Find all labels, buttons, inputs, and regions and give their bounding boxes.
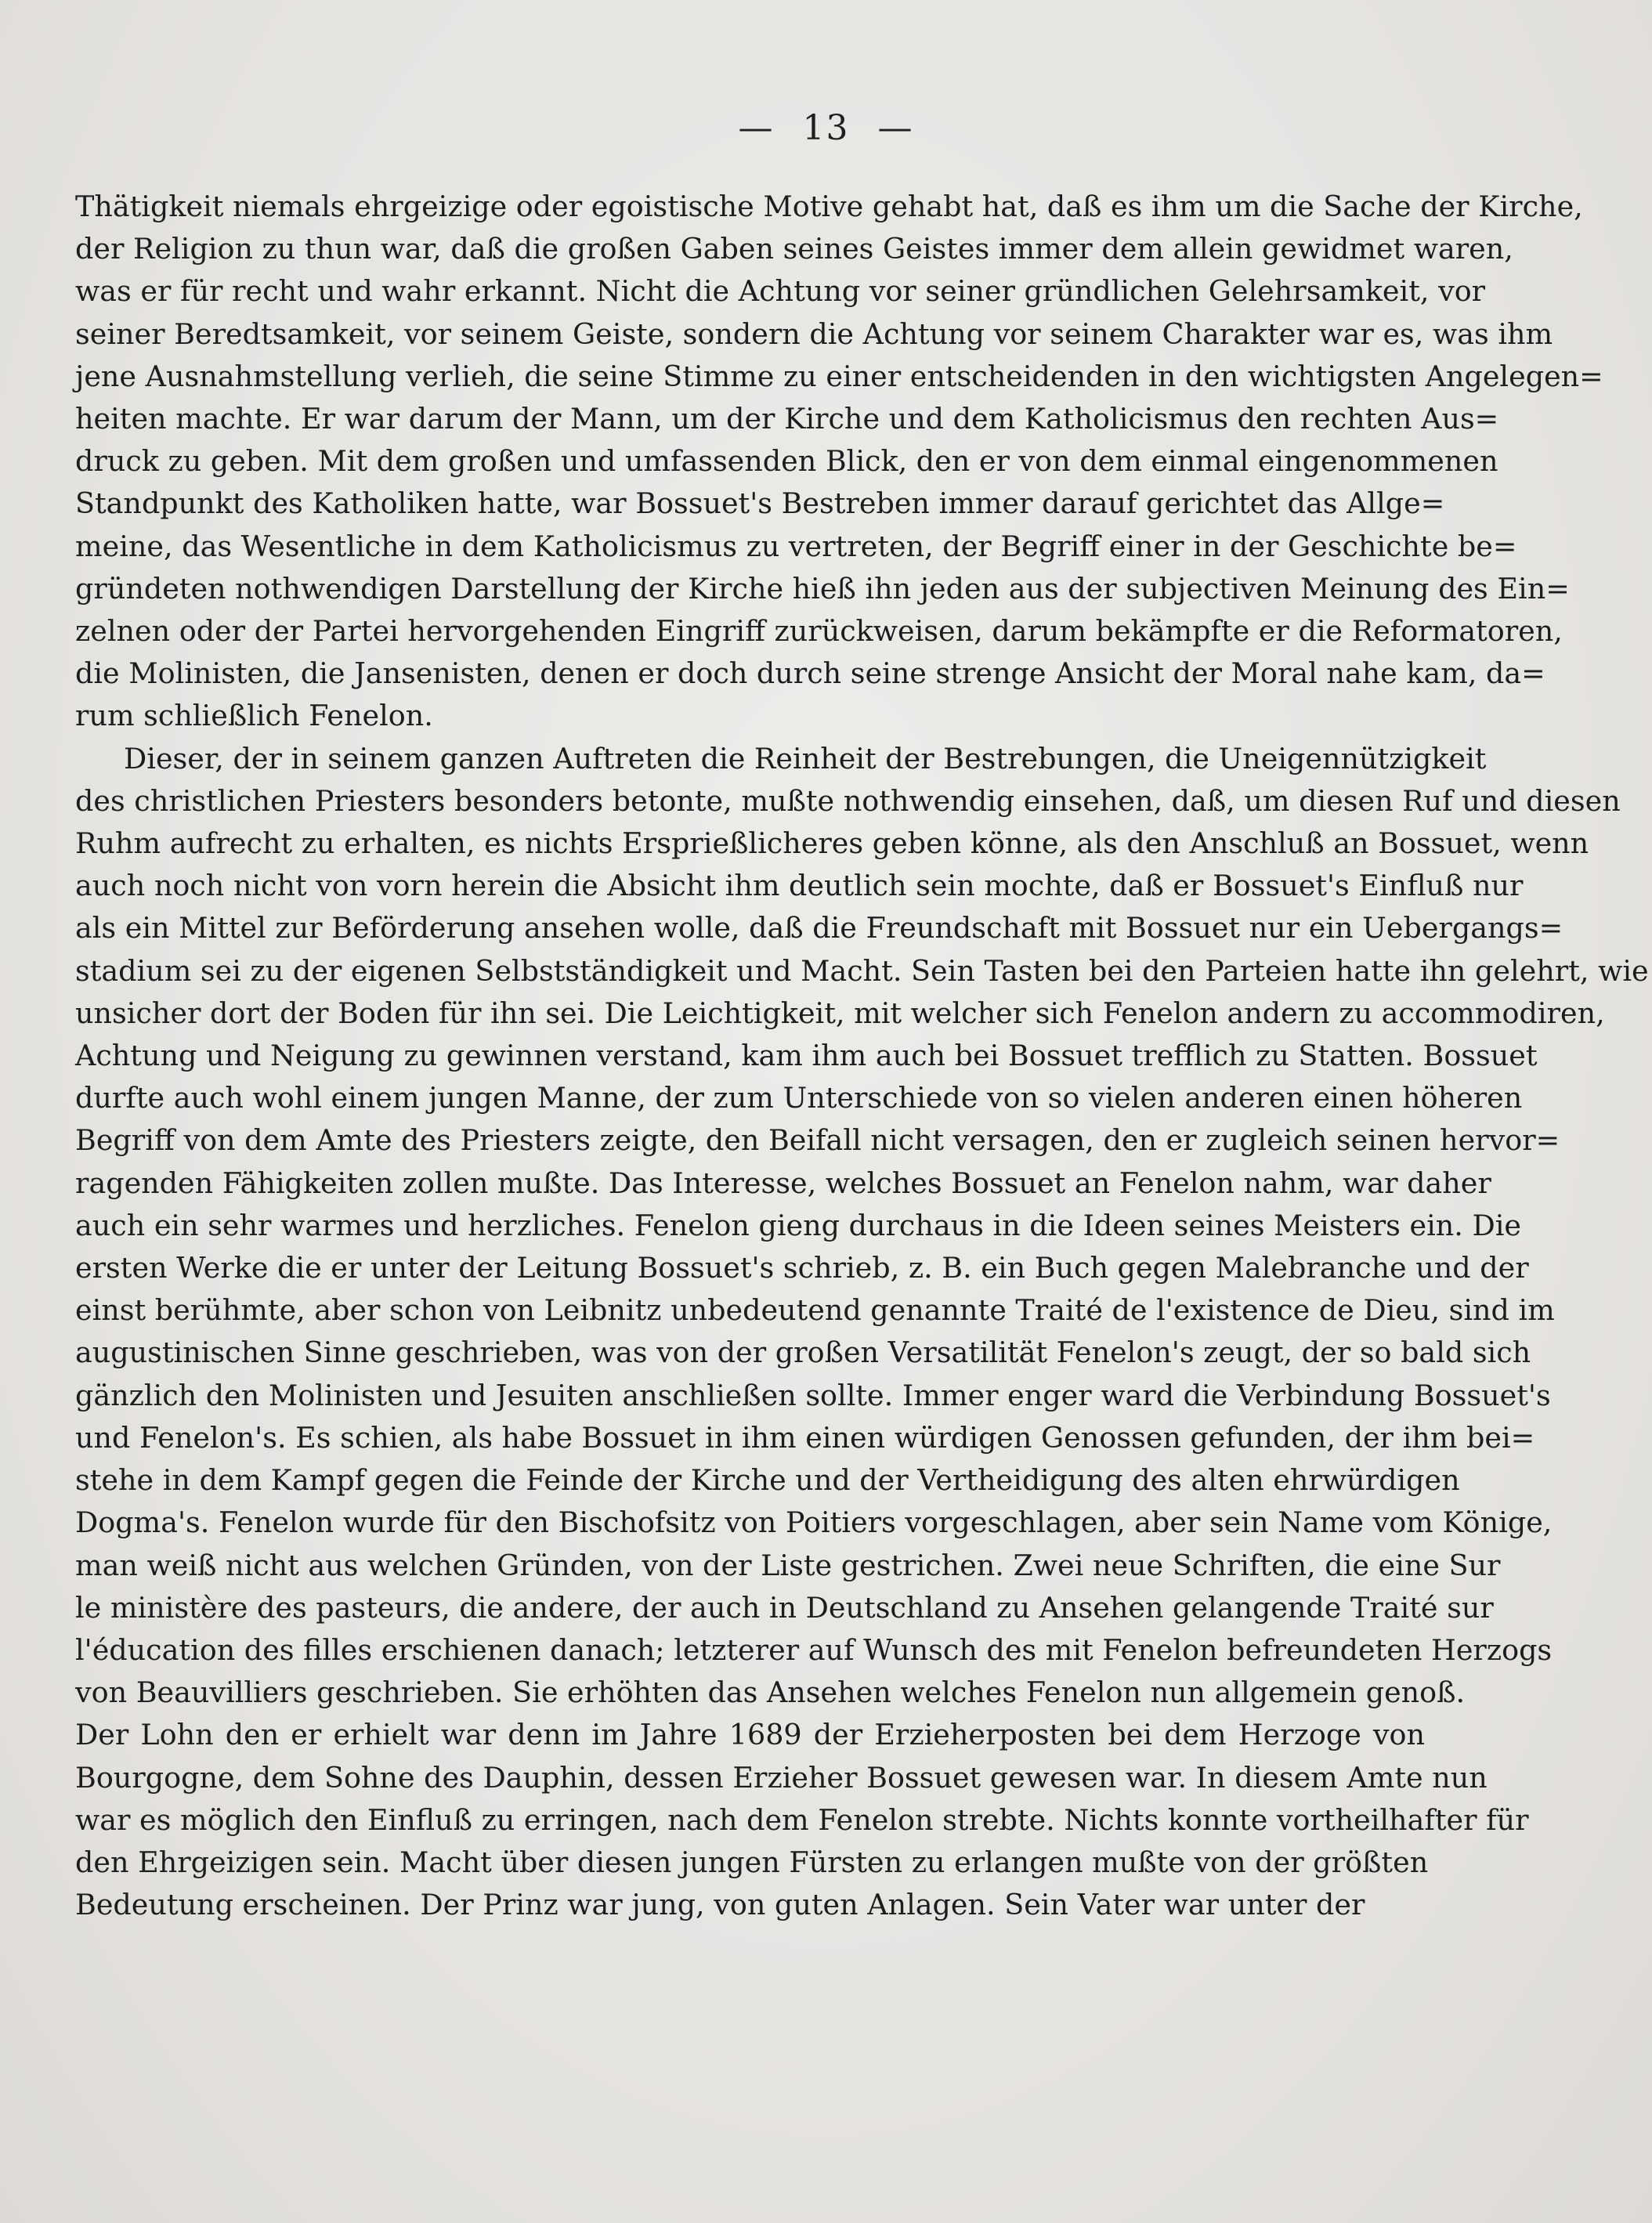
text-line: zelnen oder der Partei hervorgehenden Eingriff zurückweisen, darum bekämpfte er die Reformatoren, xyxy=(75,614,1563,649)
text-line: Ruhm aufrecht zu erhalten, es nichts Ersprießlicheres geben könne, als den Anschluß an Bossuet, wenn xyxy=(75,826,1589,861)
text-line: als ein Mittel zur Beförderung ansehen wolle, daß die Freundschaft mit Bossuet nur ein Uebergangs= xyxy=(75,911,1563,945)
text-line: und Fenelon's. Es schien, als habe Bossuet in ihm einen würdigen Genossen gefunden, der ihm bei= xyxy=(75,1420,1535,1455)
text-line: ersten Werke die er unter der Leitung Bossuet's schrieb, z. B. ein Buch gegen Malebranche und der xyxy=(75,1251,1529,1285)
text-line: Standpunkt des Katholiken hatte, war Bossuet's Bestreben immer darauf gerichtet das Allge= xyxy=(75,486,1445,521)
text-line: die Molinisten, die Jansenisten, denen er doch durch seine strenge Ansicht der Moral nahe kam, da= xyxy=(75,656,1545,691)
text-line: von Beauvilliers geschrieben. Sie erhöhten das Ansehen welches Fenelon nun allgemein genoß. xyxy=(75,1675,1466,1710)
dash-left: — xyxy=(738,108,775,148)
text-line: ragenden Fähigkeiten zollen mußte. Das Interesse, welches Bossuet an Fenelon nahm, war daher xyxy=(75,1166,1491,1200)
text-line: des christlichen Priesters besonders betonte, mußte nothwendig einsehen, daß, um diesen Ruf und diesen xyxy=(75,783,1621,818)
text-line: war es möglich den Einfluß zu erringen, nach dem Fenelon strebte. Nichts konnte vortheilhafter für xyxy=(75,1802,1529,1837)
text-line: Bedeutung erscheinen. Der Prinz war jung, von guten Anlagen. Sein Vater war unter der xyxy=(75,1888,1365,1922)
text-line: meine, das Wesentliche in dem Katholicismus zu vertreten, der Begriff einer in der Geschichte be= xyxy=(75,529,1517,563)
text-line: Thätigkeit niemals ehrgeizige oder egoistische Motive gehabt hat, daß es ihm um die Sache der Kirche, xyxy=(75,190,1583,223)
text-line: rum schließlich Fenelon. xyxy=(75,699,433,733)
text-line: unsicher dort der Boden für ihn sei. Die Leichtigkeit, mit welcher sich Fenelon andern zu accommodiren, xyxy=(75,996,1605,1030)
paragraph xyxy=(75,186,1603,738)
text-line: auch noch nicht von vorn herein die Absicht ihm deutlich sein mochte, daß er Bossuet's Einfluß nur xyxy=(75,869,1524,903)
text-line: stadium sei zu der eigenen Selbstständigkeit und Macht. Sein Tasten bei den Parteien hatte ihn gelehrt, wie xyxy=(75,953,1649,988)
text-line: seiner Beredtsamkeit, vor seinem Geiste, sondern die Achtung vor seinem Charakter war es, was ihm xyxy=(75,316,1553,351)
text-line: durfte auch wohl einem jungen Manne, der zum Unterschiede von so vielen anderen einen höheren xyxy=(75,1081,1523,1115)
text-line: Begriff von dem Amte des Priesters zeigte, den Beifall nicht versagen, den er zugleich seinen hervor= xyxy=(75,1123,1560,1158)
text-line: einst berühmte, aber schon von Leibnitz unbedeutend genannte Traité de l'existence de Dieu, sind im xyxy=(75,1293,1555,1328)
text-line: gänzlich den Molinisten und Jesuiten anschließen sollte. Immer enger ward die Verbindung Bossuet's xyxy=(75,1378,1551,1412)
paragraph xyxy=(75,738,1649,1927)
text-line: den Ehrgeizigen sein. Macht über diesen jungen Fürsten zu erlangen mußte von der größten xyxy=(75,1845,1429,1879)
text-line: l'éducation des filles erschienen danach; letzterer auf Wunsch des mit Fenelon befreundeten Herzogs xyxy=(75,1632,1553,1667)
dash-right: — xyxy=(877,108,914,148)
text-line: Der Lohn den er erhielt war denn im Jahre 1689 der Erzieherposten bei dem Herzoge von xyxy=(75,1718,1425,1752)
text-line: jene Ausnahmstellung verlieh, die seine Stimme zu einer entscheidenden in den wichtigsten Angelegen= xyxy=(75,359,1603,393)
text-line: Dogma's. Fenelon wurde für den Bischofsitz von Poitiers vorgeschlagen, aber sein Name vom Könige, xyxy=(75,1505,1553,1540)
text-line: stehe in dem Kampf gegen die Feinde der Kirche und der Vertheidigung des alten ehrwürdigen xyxy=(75,1463,1460,1498)
text-line: Dieser, der in seinem ganzen Auftreten die Reinheit der Bestrebungen, die Uneigennützigkeit xyxy=(124,741,1487,775)
text-line: der Religion zu thun war, daß die großen Gaben seines Geistes immer dem allein gewidmet waren, xyxy=(75,232,1513,266)
text-line: man weiß nicht aus welchen Gründen, von der Liste gestrichen. Zwei neue Schriften, die eine Sur xyxy=(75,1548,1501,1582)
body-text xyxy=(75,186,1649,1926)
text-line: Bourgogne, dem Sohne des Dauphin, dessen Erzieher Bossuet gewesen war. In diesem Amte nun xyxy=(75,1760,1488,1795)
text-line: heiten machte. Er war darum der Mann, um der Kirche und dem Katholicismus den rechten Aus= xyxy=(75,402,1499,436)
text-line: Achtung und Neigung zu gewinnen verstand, kam ihm auch bei Bossuet trefflich zu Statten. Bossuet xyxy=(75,1039,1538,1073)
text-line: le ministère des pasteurs, die andere, der auch in Deutschland zu Ansehen gelangende Traité sur xyxy=(75,1590,1494,1625)
page-number: 13 xyxy=(802,108,850,148)
text-line: gründeten nothwendigen Darstellung der Kirche hieß ihn jeden aus der subjectiven Meinung des Ein= xyxy=(75,571,1570,605)
page-number-header xyxy=(0,108,1652,148)
text-line: augustinischen Sinne geschrieben, was von der großen Versatilität Fenelon's zeugt, der so bald sich xyxy=(75,1336,1531,1370)
text-line: was er für recht und wahr erkannt. Nicht die Achtung vor seiner gründlichen Gelehrsamkeit, vor xyxy=(75,274,1486,309)
text-line: auch ein sehr warmes und herzliches. Fenelon gieng durchaus in die Ideen seines Meisters ein. Die xyxy=(75,1208,1521,1242)
text-line: druck zu geben. Mit dem großen und umfassenden Blick, den er von dem einmal eingenommenen xyxy=(75,444,1498,479)
